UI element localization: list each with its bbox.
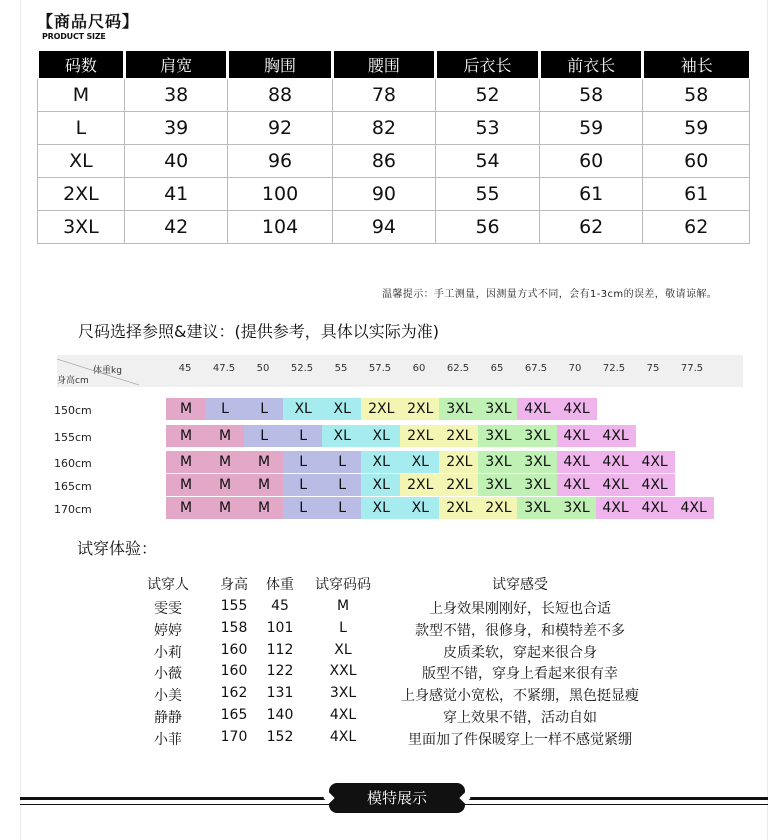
size-cell: 61 (539, 178, 643, 211)
size-cell: 92 (228, 112, 332, 145)
size-suggestion-cell: 2XL (439, 497, 479, 519)
size-suggestion-cell: 3XL (517, 474, 557, 496)
size-suggestion-cell: 4XL (557, 425, 597, 447)
size-suggestion-cell: 4XL (557, 398, 597, 420)
tryon-cell: XL (334, 641, 352, 658)
size-suggestion-cell: XL (361, 425, 401, 447)
size-cell: 38 (124, 79, 228, 112)
weight-tick: 62.5 (446, 363, 470, 374)
size-cell: 78 (332, 79, 436, 112)
weight-tick: 72.5 (602, 363, 626, 374)
size-suggestion-cell: 3XL (439, 398, 479, 420)
size-cell: 100 (228, 178, 332, 211)
size-cell: 3XL (38, 211, 125, 244)
tryon-cell: 3XL (329, 685, 357, 702)
tryon-cell: 里面加了件保暖穿上一样不感觉紧绷 (408, 731, 632, 748)
section-title: 【商品尺码】 (37, 12, 140, 31)
size-row (38, 178, 750, 211)
size-suggestion-cell: 3XL (517, 425, 557, 447)
tryon-cell: 皮质柔软，穿起来很合身 (443, 644, 597, 661)
weight-tick: 60 (412, 363, 426, 374)
size-suggestion-cell: 4XL (557, 474, 597, 496)
weight-axis (57, 355, 743, 387)
weight-tick: 55 (334, 363, 348, 374)
tryon-header-cell: 试穿码码 (315, 577, 371, 593)
size-cell: 56 (436, 211, 540, 244)
height-label: 150cm (54, 404, 92, 417)
size-suggestion-cell: 2XL (361, 398, 401, 420)
tryon-cell: XXL (329, 663, 357, 680)
height-label: 155cm (54, 431, 92, 444)
size-row (38, 79, 750, 112)
size-suggestion-cell: 4XL (596, 474, 636, 496)
size-suggestion-cell: L (283, 497, 323, 519)
size-cell: 94 (332, 211, 436, 244)
size-cell: 86 (332, 145, 436, 178)
size-suggestion-cell: 4XL (596, 497, 636, 519)
size-row (38, 211, 750, 244)
size-suggestion-cell: XL (400, 451, 440, 473)
size-suggestion-cell: XL (400, 497, 440, 519)
tryon-cell: 小薇 (154, 666, 182, 683)
size-cell: 104 (228, 211, 332, 244)
size-suggestion-cell: L (244, 398, 284, 420)
size-cell: 59 (643, 112, 750, 145)
size-suggestion-cell: 3XL (517, 497, 557, 519)
weight-tick: 50 (256, 363, 270, 374)
size-cell: 88 (228, 79, 332, 112)
size-suggestion-cell: M (205, 474, 245, 496)
size-table-body (38, 79, 750, 244)
size-cell: 55 (436, 178, 540, 211)
tryon-cell: 160 (220, 641, 248, 658)
size-header-cell: 前衣长 (539, 51, 643, 79)
size-header-cell: 腰围 (332, 51, 436, 79)
size-suggestion-cell: M (166, 451, 206, 473)
size-cell: 40 (124, 145, 228, 178)
size-cell: 60 (643, 145, 750, 178)
size-suggestion-cell: M (166, 497, 206, 519)
tryon-cell: 4XL (329, 728, 357, 745)
weight-tick: 52.5 (290, 363, 314, 374)
size-suggestion-cell: 3XL (557, 497, 597, 519)
tryon-cell: 140 (266, 707, 294, 723)
size-cell: 62 (643, 211, 750, 244)
size-suggestion-cell: L (283, 451, 323, 473)
size-suggestion-cell: 4XL (557, 451, 597, 473)
tryon-cell: 170 (220, 728, 248, 745)
size-suggestion-cell: XL (283, 398, 323, 420)
tryon-header-cell: 体重 (266, 577, 294, 593)
size-cell: 52 (436, 79, 540, 112)
height-label: 165cm (54, 480, 92, 493)
size-cell: 53 (436, 112, 540, 145)
weight-tick: 45 (178, 363, 192, 374)
size-suggestion-cell: 4XL (596, 425, 636, 447)
tryon-cell: 款型不错，很修身，和模特差不多 (415, 622, 625, 639)
size-suggestion-cell: 3XL (478, 425, 518, 447)
tryon-cell: 4XL (329, 707, 357, 723)
weight-tick: 67.5 (524, 363, 548, 374)
model-showcase-badge: 模特展示 (329, 783, 465, 813)
size-suggestion-cell: 3XL (517, 451, 557, 473)
size-cell: 90 (332, 178, 436, 211)
size-suggestion-cell: L (244, 425, 284, 447)
tryon-cell: 婷婷 (154, 622, 182, 639)
size-suggestion-cell: 2XL (400, 425, 440, 447)
size-suggestion-cell: M (205, 497, 245, 519)
tryon-cell: 45 (271, 598, 289, 614)
size-cell: 42 (124, 211, 228, 244)
size-suggestion-cell: M (166, 474, 206, 496)
size-table-header (38, 51, 750, 79)
tryon-cell: 穿上效果不错，活动自如 (443, 710, 597, 726)
size-cell: 96 (228, 145, 332, 178)
size-header-cell: 码数 (38, 51, 125, 79)
size-suggestion-cell: XL (361, 497, 401, 519)
size-suggestion-cell: 3XL (478, 398, 518, 420)
size-suggestion-cell: 4XL (635, 474, 675, 496)
size-suggestion-cell: 2XL (400, 474, 440, 496)
size-header-cell: 后衣长 (436, 51, 540, 79)
weight-tick: 57.5 (368, 363, 392, 374)
size-cell: 54 (436, 145, 540, 178)
size-suggestion-cell: 4XL (674, 497, 714, 519)
size-suggestion-cell: 4XL (596, 451, 636, 473)
size-cell: 41 (124, 178, 228, 211)
size-cell: 39 (124, 112, 228, 145)
measurement-note: 温馨提示：手工测量，因测量方式不同，会有1-3cm的误差，敬请谅解。 (382, 289, 718, 300)
tryon-cell: 101 (266, 619, 294, 636)
size-row (38, 112, 750, 145)
size-suggestion-cell: M (166, 425, 206, 447)
size-suggestion-cell: 2XL (400, 398, 440, 420)
size-suggestion-cell: M (244, 474, 284, 496)
height-label: 170cm (54, 503, 92, 516)
tryon-cell: 小美 (154, 688, 182, 705)
size-cell: XL (38, 145, 125, 178)
tryon-cell: 小莉 (154, 644, 182, 661)
size-suggestion-cell: M (244, 451, 284, 473)
size-suggestion-cell: XL (361, 451, 401, 473)
size-suggestion-cell: M (205, 451, 245, 473)
size-suggestion-cell: 2XL (439, 451, 479, 473)
tryon-cell: 131 (266, 685, 294, 702)
tryon-cell: L (339, 619, 347, 636)
tryon-header-cell: 试穿感受 (492, 577, 548, 593)
height-label: 160cm (54, 457, 92, 470)
tryon-title: 试穿体验： (77, 539, 158, 558)
tryon-cell: 上身感觉小宽松，不紧绷，黑色挺显瘦 (401, 688, 639, 705)
size-cell: 2XL (38, 178, 125, 211)
tryon-cell: 160 (220, 663, 248, 680)
size-suggestion-cell: M (244, 497, 284, 519)
size-suggestion-cell: 4XL (635, 497, 675, 519)
corner-weight-label: 体重kg (93, 366, 122, 376)
tryon-cell: 122 (266, 663, 294, 680)
size-suggestion-cell: L (322, 474, 362, 496)
size-suggestion-cell: 2XL (478, 497, 518, 519)
size-suggestion-cell: L (283, 474, 323, 496)
weight-tick: 77.5 (680, 363, 704, 374)
size-suggestion-cell: 3XL (478, 474, 518, 496)
tryon-cell: 静静 (154, 710, 182, 726)
size-header-cell: 胸围 (228, 51, 332, 79)
tryon-cell: 158 (220, 619, 248, 636)
weight-tick: 65 (490, 363, 504, 374)
size-cell: 59 (539, 112, 643, 145)
tryon-cell: 165 (220, 707, 248, 723)
tryon-cell: 小菲 (154, 731, 182, 748)
reference-title: 尺码选择参照&建议：(提供参考，具体以实际为准) (78, 322, 439, 341)
weight-tick: 70 (568, 363, 582, 374)
tryon-cell: M (336, 598, 350, 614)
size-suggestion-cell: L (205, 398, 245, 420)
size-suggestion-cell: XL (322, 398, 362, 420)
size-cell: 62 (539, 211, 643, 244)
size-suggestion-cell: L (322, 497, 362, 519)
size-cell: 61 (643, 178, 750, 211)
weight-tick: 47.5 (212, 363, 236, 374)
size-cell: 60 (539, 145, 643, 178)
size-header-cell: 袖长 (643, 51, 750, 79)
size-suggestion-cell: XL (361, 474, 401, 496)
size-suggestion-cell: M (166, 398, 206, 420)
tryon-cell: 155 (220, 598, 248, 614)
tryon-cell: 152 (266, 728, 294, 745)
size-header-cell: 肩宽 (124, 51, 228, 79)
size-suggestion-cell: XL (322, 425, 362, 447)
tryon-cell: 上身效果刚刚好，长短也合适 (429, 601, 611, 617)
section-subtitle: PRODUCT SIZE (42, 32, 106, 41)
weight-tick: 75 (646, 363, 660, 374)
tryon-header-cell: 试穿人 (147, 577, 189, 593)
size-table (36, 50, 750, 244)
tryon-cell: 162 (220, 685, 248, 702)
size-cell: M (38, 79, 125, 112)
size-suggestion-cell: L (322, 451, 362, 473)
size-suggestion-cell: 2XL (439, 474, 479, 496)
size-cell: 58 (539, 79, 643, 112)
tryon-cell: 版型不错，穿身上看起来很有幸 (422, 666, 618, 683)
size-suggestion-cell: 4XL (517, 398, 557, 420)
size-suggestion-cell: 2XL (439, 425, 479, 447)
size-cell: 82 (332, 112, 436, 145)
size-row (38, 145, 750, 178)
size-cell: L (38, 112, 125, 145)
size-suggestion-cell: M (205, 425, 245, 447)
size-suggestion-cell: 3XL (478, 451, 518, 473)
corner-height-label: 身高cm (57, 376, 89, 386)
size-suggestion-cell: 4XL (635, 451, 675, 473)
size-cell: 58 (643, 79, 750, 112)
tryon-cell: 雯雯 (154, 601, 182, 617)
tryon-cell: 112 (266, 641, 294, 658)
size-suggestion-cell: L (283, 425, 323, 447)
tryon-header-cell: 身高 (220, 577, 248, 593)
